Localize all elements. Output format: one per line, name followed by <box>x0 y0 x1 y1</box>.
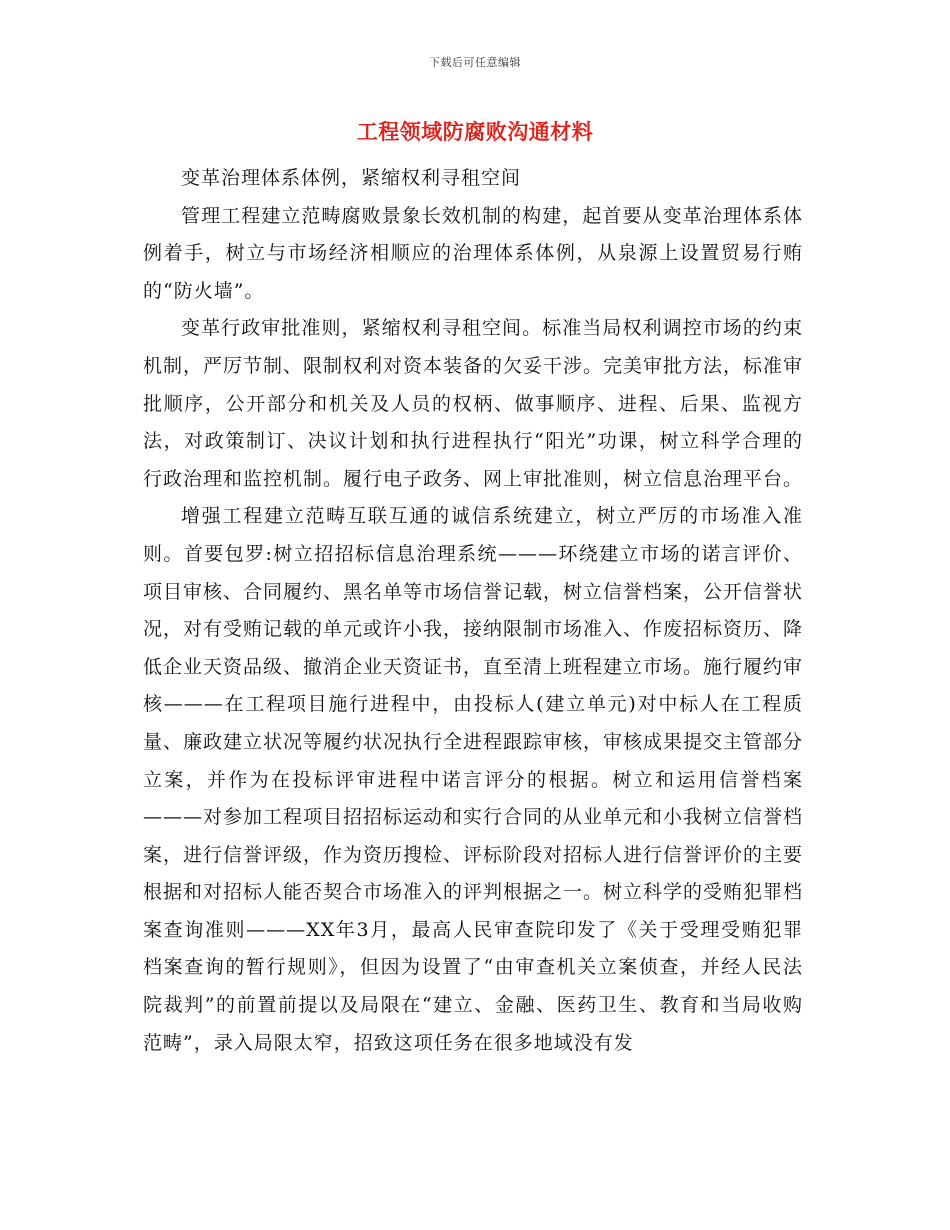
paragraph: 变革行政审批准则，紧缩权利寻租空间。标准当局权利调控市场的约束机制，严厉节制、限制权利对资本装备的欠妥干涉。完美审批方法，标准审批顺序，公开部分和机关及人员的权柄、做事顺序、进程、后果、监视方法，对政策制订、决议计划和执行进程执行“阳光”功课，树立科学合理的行政治理和监控机制。履行电子政务、网上审批准则，树立信息治理平台。 <box>143 317 804 490</box>
paragraph: 管理工程建立范畴腐败景象长效机制的构建，起首要从变革治理体系体例着手，树立与市场经济相顺应的治理体系体例，从泉源上设置贸易行贿的“防火墙”。 <box>143 204 803 302</box>
section-heading: 变革治理体系体例，紧缩权利寻租空间 <box>181 167 522 189</box>
paragraph: 增强工程建立范畴互联互通的诚信系统建立，树立严厉的市场准入准则。首要包罗:树立招招标信息治理系统———环绕建立市场的诺言评价、项目审核、合同履约、黑名单等市场信誉记载，树立信誉档案，公开信誉状况，对有受贿记载的单元或许小我，接纳限制市场准入、作废招标资历、降低企业天资品级、撤消企业天资证书，直至清上班程建立市场。施行履约审核———在工程项目施行进程中，由投标人(建立单元)对中标人在工程质量、廉政建立状况等履约状况执行全进程跟踪审核，审核成果提交主管部分立案，并作为在投标评审进程中诺言评分的根据。树立和运用信誉档案———对参加工程项目招招标运动和实行合同的从业单元和小我树立信誉档案，进行信誉评级，作为资历搜检、评标阶段对招标人进行信誉评价的主要根据和对招标人能否契合市场准入的评判根据之一。树立科学的受贿犯罪档案查询准则———XX年3月，最高人民审查院印发了《关于受理受贿犯罪档案查询的暂行规则》，但因为设置了“由审查机关立案侦查，并经人民法院裁判”的前置前提以及局限在“建立、金融、医药卫生、教育和当局收购范畴”，录入局限太窄，招致这项任务在很多地域没有发 <box>143 505 804 1054</box>
document-body <box>143 160 803 1062</box>
document-title: 工程领域防腐败沟通材料 <box>356 119 594 144</box>
header-note: 下载后可任意编辑 <box>429 56 521 69</box>
